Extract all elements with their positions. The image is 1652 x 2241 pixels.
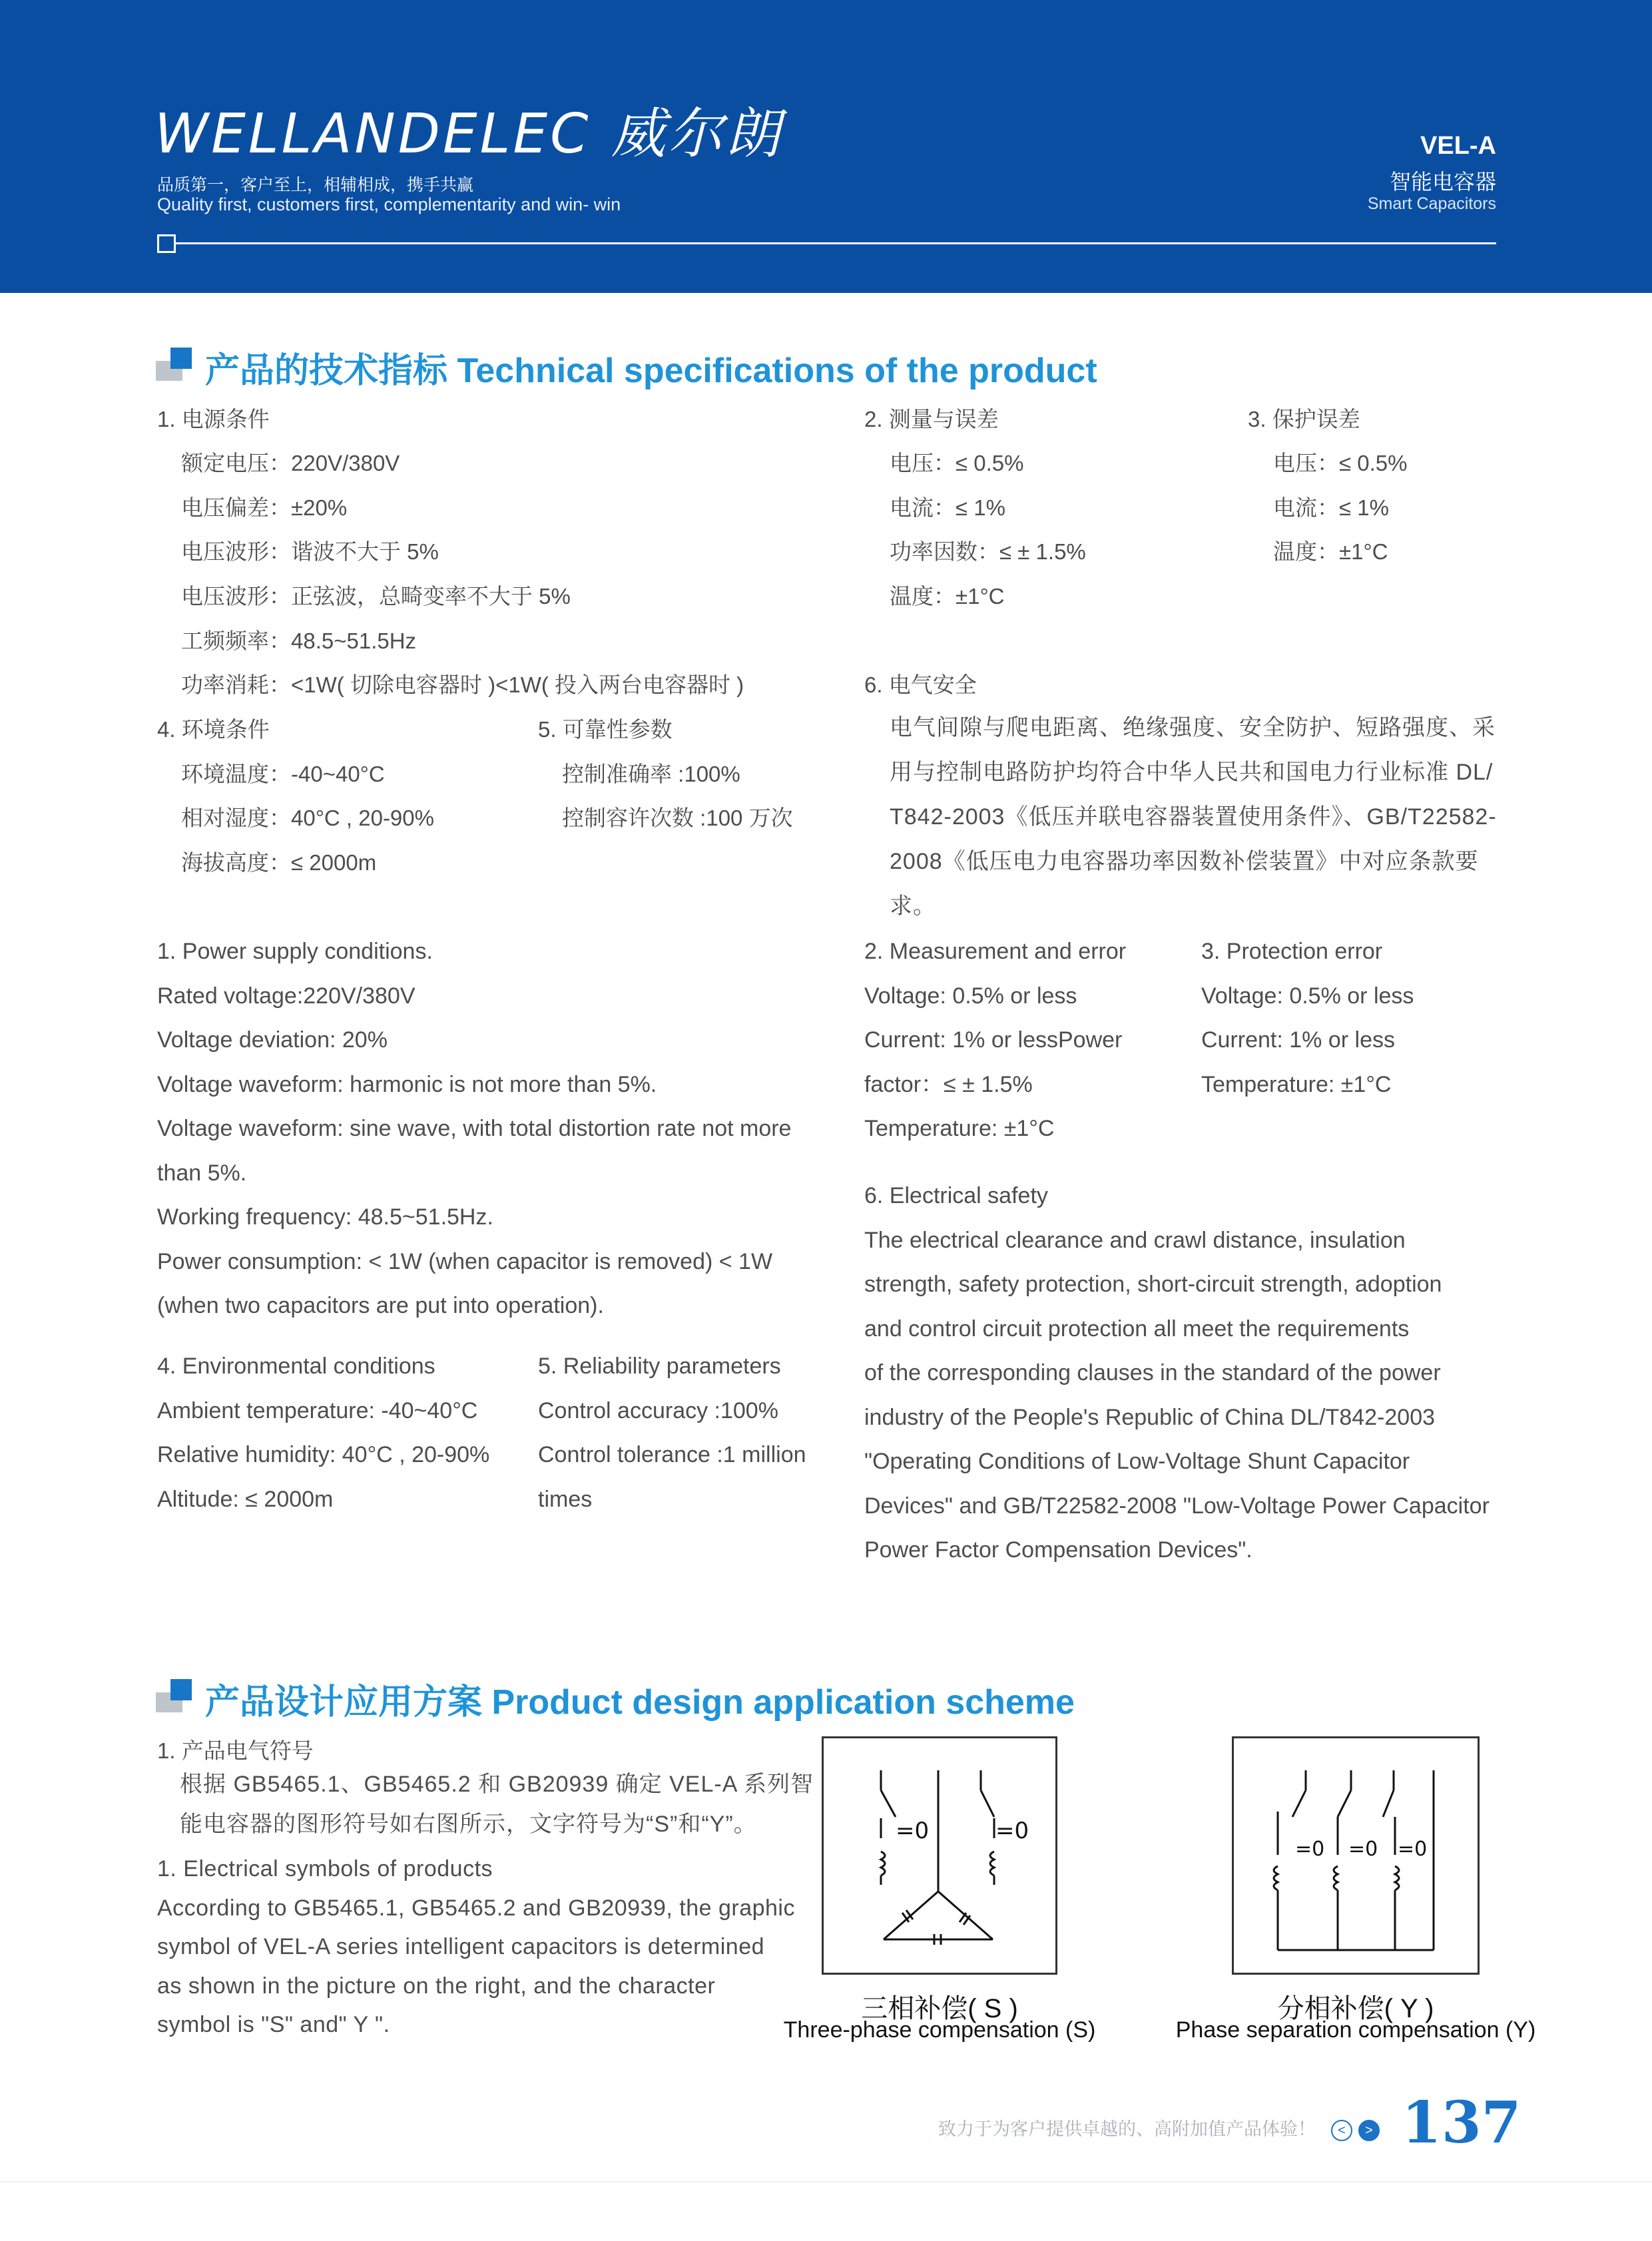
en-power-line: Voltage waveform: sine wave, with total distortion rate not more	[157, 1116, 792, 1141]
diagram-phase-separation	[1232, 1736, 1480, 1975]
phase-separation-symbol-icon	[1234, 1738, 1478, 1973]
cn-environment-heading: 4. 环境条件	[157, 717, 270, 742]
three-phase-symbol-icon	[824, 1738, 1055, 1973]
cn-power-item: 电压波形：正弦波，总畸变率不大于 5%	[181, 584, 571, 609]
en-power-line: Voltage waveform: harmonic is not more than 5%.	[157, 1071, 657, 1097]
en-symbols-heading: 1. Electrical symbols of products	[157, 1856, 493, 1881]
section-bullet-icon	[156, 348, 193, 381]
en-symbols-line: symbol is "S" and" Y ".	[157, 2012, 390, 2037]
cn-reliability-heading: 5. 可靠性参数	[538, 717, 673, 742]
en-safety-line: The electrical clearance and crawl distance, insulation	[864, 1227, 1406, 1253]
en-symbols-line: as shown in the picture on the right, and the character	[157, 1973, 716, 1999]
en-safety-line: industry of the People's Republic of China DL/T842-2003	[864, 1404, 1436, 1430]
en-power-line: Power consumption: < 1W (when capacitor is removed) < 1W	[157, 1248, 773, 1274]
en-protection-heading: 3. Protection error	[1201, 939, 1383, 964]
prev-page-button[interactable]: <	[1331, 2120, 1352, 2141]
en-reliability-block	[538, 1344, 831, 1521]
en-safety-block	[864, 1174, 1497, 1573]
cn-safety-line: T842-2003《低压并联电容器装置使用条件》、GB/T22582-	[890, 804, 1497, 830]
en-environment-line: Altitude: ≤ 2000m	[157, 1486, 334, 1512]
en-symbols-line: symbol of VEL-A series intelligent capacitors is determined	[157, 1934, 765, 1959]
cn-power-heading: 1. 电源条件	[157, 407, 270, 431]
cn-measurement-item: 功率因数：≤ ± 1.5%	[890, 539, 1086, 564]
en-reliability-heading: 5. Reliability parameters	[538, 1354, 781, 1379]
diagram-y-eq-label-3: =0	[1398, 1838, 1428, 1861]
en-power-line: Working frequency: 48.5~51.5Hz.	[157, 1204, 493, 1230]
cn-reliability-item: 控制准确率 :100%	[562, 762, 740, 786]
next-page-button[interactable]: >	[1358, 2120, 1380, 2141]
cn-power-item: 电压偏差：±20%	[181, 495, 348, 520]
en-safety-heading: 6. Electrical safety	[864, 1183, 1048, 1208]
en-protection-line: Temperature: ±1°C	[1201, 1071, 1392, 1097]
cn-symbols-line: 根据 GB5465.1、GB5465.2 和 GB20939 确定 VEL-A 系列智	[180, 1772, 814, 1797]
en-protection-block	[1201, 929, 1494, 1107]
en-power-block	[157, 929, 830, 1328]
en-measurement-line: Temperature: ±1°C	[864, 1116, 1055, 1141]
cn-power-item: 功率消耗：<1W( 切除电容器时 )<1W( 投入两台电容器时 )	[181, 672, 744, 697]
en-reliability-line: times	[538, 1486, 593, 1512]
cn-protection-item: 电流：≤ 1%	[1273, 495, 1389, 520]
cn-environment-item: 环境温度：-40~40°C	[181, 762, 385, 786]
diagram-three-phase	[822, 1736, 1057, 1975]
en-safety-line: of the corresponding clauses in the standard of the power	[864, 1360, 1441, 1385]
section-title-specifications: 产品的技术指标 Technical specifications of the product	[205, 352, 1097, 390]
en-protection-line: Voltage: 0.5% or less	[1201, 983, 1414, 1009]
en-measurement-line: factor：≤ ± 1.5%	[864, 1071, 1033, 1097]
footer-slogan: 致力于为客户提供卓越的、高附加值产品体验！	[938, 2119, 1316, 2139]
en-measurement-block	[864, 929, 1184, 1151]
page-number: 137	[1402, 2089, 1521, 2156]
cn-symbols-heading: 1. 产品电气符号	[157, 1738, 314, 1763]
cn-symbols-paragraph	[180, 1764, 814, 1844]
cn-protection-item: 温度：±1°C	[1273, 539, 1388, 564]
cn-power-item: 额定电压：220V/380V	[181, 451, 400, 475]
slogan-chinese: 品质第一，客户至上，相辅相成，携手共赢	[157, 176, 474, 194]
en-safety-line: strength, safety protection, short-circuit strength, adoption	[864, 1272, 1442, 1297]
cn-safety-heading: 6. 电气安全	[864, 672, 977, 697]
en-environment-line: Relative humidity: 40°C , 20-90%	[157, 1442, 490, 1467]
diagram-s-eq-label-2: =0	[995, 1818, 1029, 1844]
en-safety-line: Devices" and GB/T22582-2008 "Low-Voltage Power Capacitor	[864, 1493, 1490, 1519]
product-name-chinese: 智能电容器	[1389, 170, 1496, 194]
cn-reliability-item: 控制容许次数 :100 万次	[562, 806, 793, 830]
header-square-icon	[157, 234, 176, 253]
en-power-line: than 5%.	[157, 1160, 247, 1186]
cn-environment-item: 相对湿度：40°C , 20-90%	[181, 806, 434, 830]
cn-safety-line: 用与控制电路防护均符合中华人民共和国电力行业标准 DL/	[890, 760, 1494, 785]
en-protection-line: Current: 1% or less	[1201, 1027, 1395, 1053]
cn-power-item: 电压波形：谐波不大于 5%	[181, 539, 439, 564]
caption-phase-separation-cn: 分相补偿( Y )	[1277, 1994, 1434, 2023]
header-divider	[174, 242, 1496, 244]
en-safety-line: and control circuit protection all meet the requirements	[864, 1316, 1410, 1342]
diagram-y-eq-label-2: =0	[1348, 1838, 1378, 1861]
cn-protection-heading: 3. 保护误差	[1248, 407, 1360, 431]
diagram-s-eq-label-1: =0	[896, 1818, 930, 1844]
caption-three-phase-cn: 三相补偿( S )	[861, 1994, 1018, 2023]
section-title-application: 产品设计应用方案 Product design application scheme	[205, 1683, 1075, 1722]
en-environment-line: Ambient temperature: -40~40°C	[157, 1397, 478, 1423]
cn-environment-item: 海拔高度：≤ 2000m	[181, 850, 377, 875]
caption-three-phase-en: Three-phase compensation (S)	[783, 2017, 1096, 2043]
cn-safety-paragraph	[890, 706, 1499, 929]
cn-power-item: 工频频率：48.5~51.5Hz	[181, 628, 417, 653]
header-banner	[0, 0, 1652, 293]
en-safety-line: Power Factor Compensation Devices".	[864, 1537, 1252, 1563]
cn-safety-line: 2008《低压电力电容器功率因数补偿装置》中对应条款要求。	[890, 849, 1479, 919]
en-measurement-line: Current: 1% or lessPower	[864, 1027, 1123, 1053]
footer-divider	[0, 2181, 1652, 2182]
en-power-line: Rated voltage:220V/380V	[157, 983, 415, 1009]
en-measurement-line: Voltage: 0.5% or less	[864, 983, 1077, 1009]
section-bullet-icon	[156, 1679, 193, 1712]
brand-logo: WELLANDELEC 威尔朗	[154, 103, 783, 166]
en-measurement-heading: 2. Measurement and error	[864, 939, 1127, 964]
caption-phase-separation-en: Phase separation compensation (Y)	[1175, 2017, 1536, 2043]
en-environment-block	[157, 1344, 517, 1521]
en-reliability-line: Control tolerance :1 million	[538, 1442, 806, 1467]
diagram-y-eq-label-1: =0	[1295, 1838, 1325, 1861]
cn-measurement-heading: 2. 测量与误差	[864, 407, 999, 431]
cn-protection-item: 电压：≤ 0.5%	[1273, 451, 1408, 475]
en-symbols-line: According to GB5465.1, GB5465.2 and GB20939, the graphic	[157, 1895, 795, 1921]
cn-safety-line: 电气间隙与爬电距离、绝缘强度、安全防护、短路强度、采	[890, 715, 1496, 740]
en-power-line: Voltage deviation: 20%	[157, 1027, 388, 1053]
en-environment-heading: 4. Environmental conditions	[157, 1354, 435, 1379]
slogan-english: Quality first, customers first, complementarity and win- win	[157, 194, 621, 214]
cn-measurement-item: 电压：≤ 0.5%	[890, 451, 1024, 475]
product-name-english: Smart Capacitors	[1367, 194, 1496, 213]
en-symbols-paragraph	[157, 1850, 795, 2045]
cn-measurement-item: 电流：≤ 1%	[890, 495, 1005, 520]
en-reliability-line: Control accuracy :100%	[538, 1397, 778, 1423]
en-power-heading: 1. Power supply conditions.	[157, 939, 433, 964]
product-model: VEL-A	[1420, 132, 1496, 160]
en-safety-line: "Operating Conditions of Low-Voltage Shunt Capacitor	[864, 1449, 1410, 1474]
en-power-line: (when two capacitors are put into operation).	[157, 1293, 604, 1318]
cn-symbols-line: 能电容器的图形符号如右图所示，文字符号为“S”和“Y”。	[180, 1812, 757, 1837]
cn-measurement-item: 温度：±1°C	[890, 584, 1005, 609]
